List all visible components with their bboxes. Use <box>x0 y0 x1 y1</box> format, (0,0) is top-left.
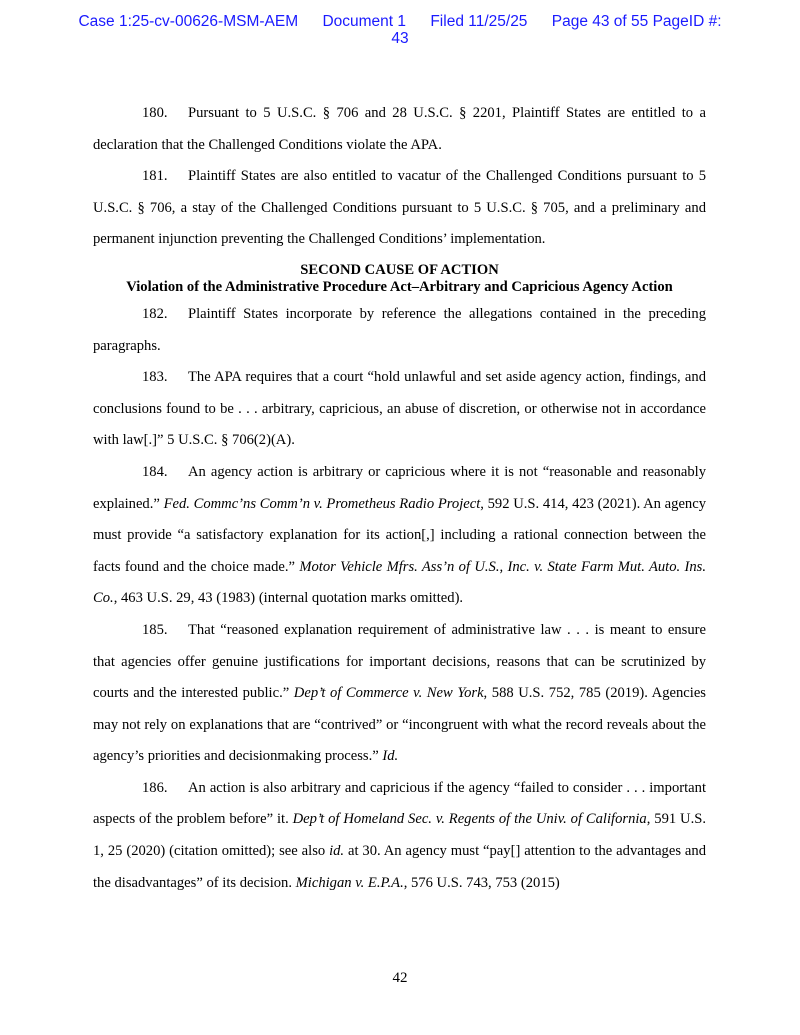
paragraph-number: 184. <box>142 463 168 480</box>
paragraph-text: The APA requires that a court “hold unlawful and set aside agency action, findings, and conclusions found to be . . . arbitrary, capricious, an abuse of discretion, or otherwise not in accordance with law[.]” 5 U.S.C. § 706(2)(A). <box>93 369 706 449</box>
numbered-paragraph <box>93 299 706 362</box>
paragraph-text: Pursuant to 5 U.S.C. § 706 and 28 U.S.C. § 2201, Plaintiff States are entitled to a declaration that the Challenged Conditions violate the APA. <box>93 105 706 153</box>
paragraph-text: That “reasoned explanation requirement of administrative law . . . is meant to ensure that agencies offer genuine justifications for important decisions, reasons that can be scrutinized by courts and the interested public.” <box>93 621 706 702</box>
citation-italic: Dep’t of Commerce v. New York <box>293 685 484 702</box>
paragraph-text: at 30. An agency must “pay[] attention to the advantages and the disadvantages” of its decision. <box>93 843 706 891</box>
case-header <box>0 13 800 47</box>
paragraph-text: An action is also arbitrary and capricious if the agency “failed to consider . . . important aspects of the problem before” it. <box>93 779 706 828</box>
document-body <box>93 98 706 899</box>
page-id: 43 <box>391 30 409 47</box>
paragraph-number: 186. <box>142 779 168 796</box>
case-number: Case 1:25-cv-00626-MSM-AEM <box>78 13 299 30</box>
page-number: 42 <box>392 970 408 986</box>
numbered-paragraph <box>93 161 706 256</box>
section-heading <box>73 262 726 296</box>
heading-subtitle: Violation of the Administrative Procedure Act–Arbitrary and Capricious Agency Action <box>126 278 673 295</box>
citation-italic: id. <box>329 843 345 860</box>
paragraph-text: , 588 U.S. 752, 785 (2019). Agencies may not rely on explanations that are “contrived” or “incongruent with what the record reveals about the agency’s priorities and decisionmaking process.” <box>93 685 706 765</box>
numbered-paragraph <box>93 457 706 615</box>
paragraph-text: An agency action is arbitrary or capricious where it is not “reasonable and reasonably explained.” <box>93 463 706 512</box>
paragraphs-before <box>93 98 706 256</box>
paragraphs-after <box>93 299 706 899</box>
citation-italic: Dep’t of Homeland Sec. v. Regents of the Univ. of California <box>292 811 647 828</box>
numbered-paragraph <box>93 362 706 457</box>
numbered-paragraph <box>93 615 706 773</box>
paragraph-text: , 592 U.S. 414, 423 (2021). An agency must provide “a satisfactory explanation for its action[,] including a rational connection between the facts found and the choice made.” <box>93 495 706 575</box>
heading-title: SECOND CAUSE OF ACTION <box>300 261 499 278</box>
paragraph-number: 182. <box>142 305 168 322</box>
numbered-paragraph <box>93 98 706 161</box>
citation-italic: Motor Vehicle Mfrs. Ass’n of U.S., Inc. v. State Farm Mut. Auto. Ins. Co. <box>93 558 706 607</box>
citation-italic: Fed. Commc’ns Comm’n v. Prometheus Radio Project <box>163 495 481 512</box>
paragraph-text: , 463 U.S. 29, 43 (1983) (internal quotation marks omitted). <box>113 590 464 607</box>
numbered-paragraph <box>93 773 706 899</box>
paragraph-number: 185. <box>142 621 168 638</box>
filed-date: Filed 11/25/25 <box>430 13 528 30</box>
citation-italic: Id. <box>382 748 399 765</box>
document-number: Document 1 <box>322 13 407 30</box>
paragraph-number: 181. <box>142 168 168 185</box>
paragraph-text: , 576 U.S. 743, 753 (2015) <box>403 874 560 891</box>
citation-italic: Michigan v. E.P.A. <box>295 874 404 891</box>
paragraph-text: Plaintiff States are also entitled to vacatur of the Challenged Conditions pursuant to 5 U.S.C. § 706, a stay of the Challenged Conditions pursuant to 5 U.S.C. § 705, and a preliminary and permanent injunction preventing the Challenged Conditions’ implementation. <box>93 168 706 248</box>
paragraph-text: , 591 U.S. 1, 25 (2020) (citation omitted); see also <box>93 811 707 860</box>
page-info: Page 43 of 55 PageID #: <box>551 13 722 30</box>
paragraph-number: 180. <box>142 105 168 121</box>
paragraph-text: Plaintiff States incorporate by reference the allegations contained in the preceding paragraphs. <box>93 305 706 354</box>
paragraph-number: 183. <box>142 369 168 386</box>
